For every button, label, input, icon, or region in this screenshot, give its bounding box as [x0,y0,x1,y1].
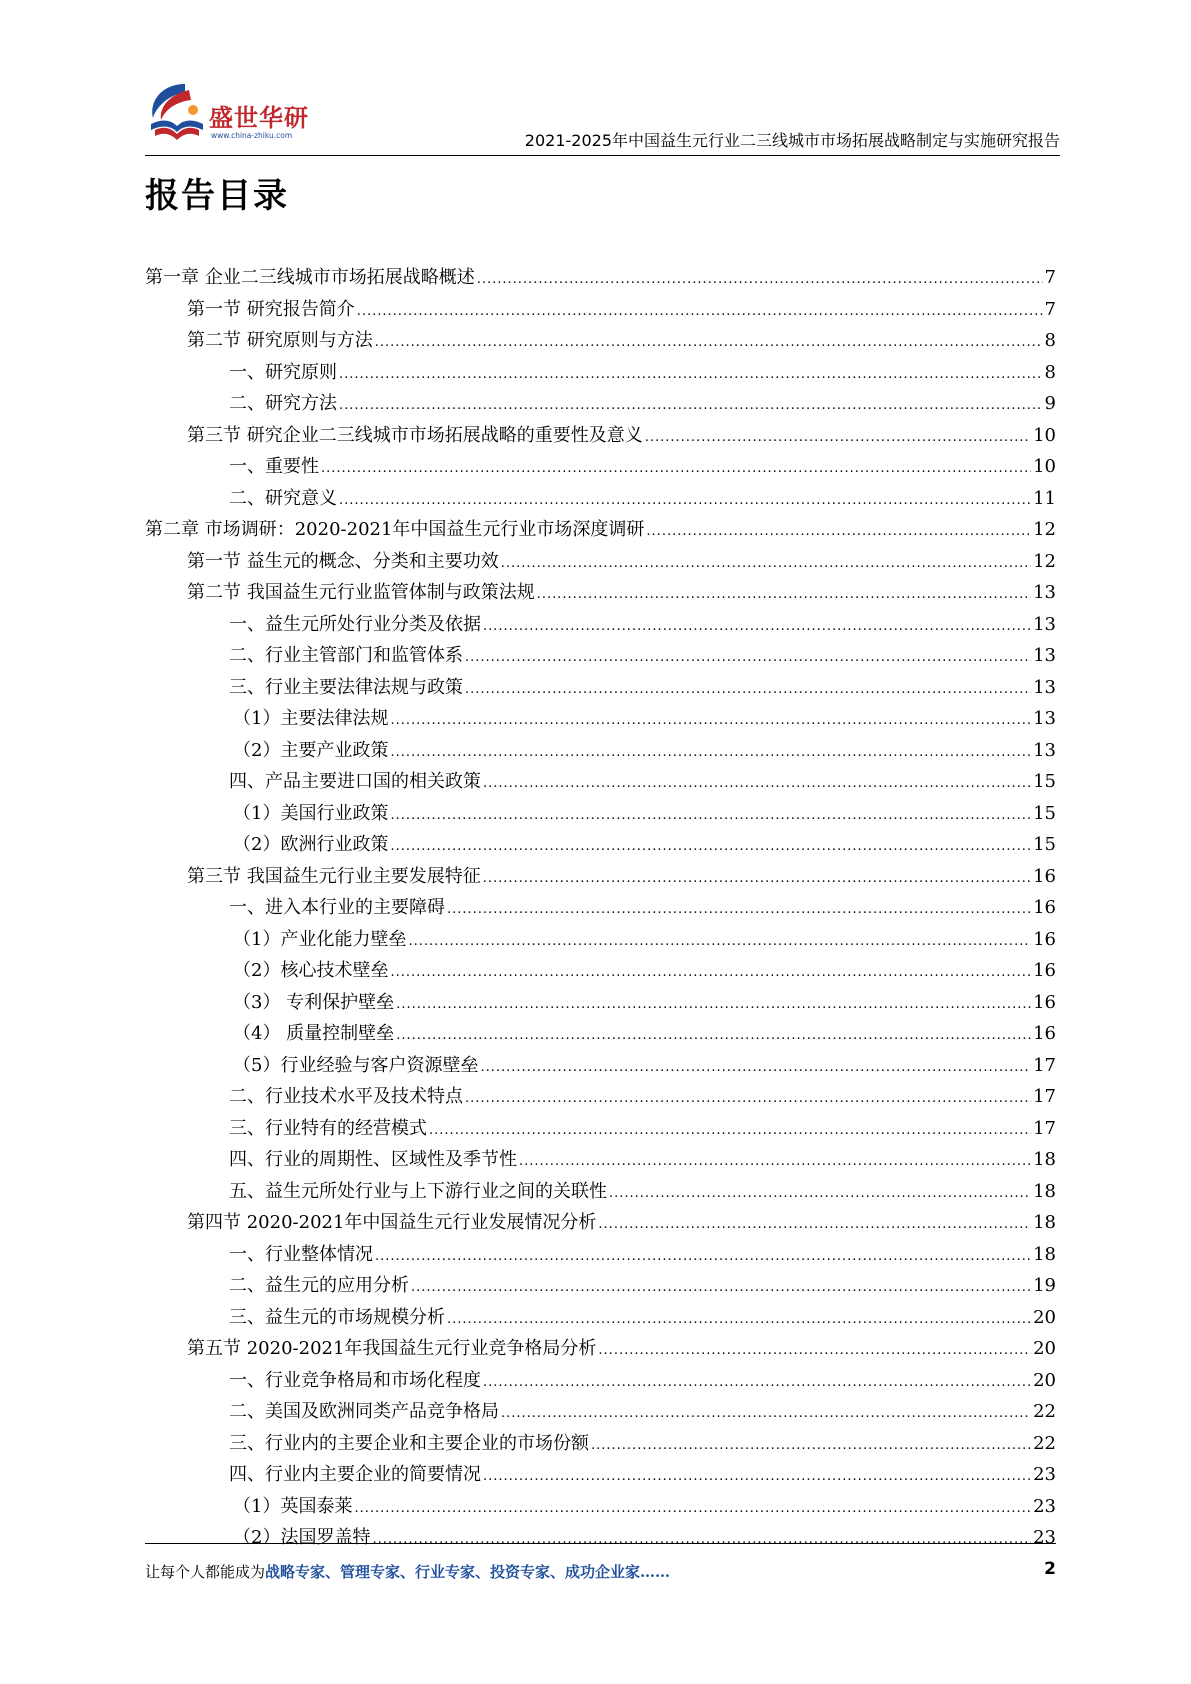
toc-leader-dots [591,1430,1031,1462]
toc-leader-dots [483,863,1031,895]
toc-entry-page: 8 [1044,330,1056,351]
toc-entry-page: 15 [1033,771,1056,792]
toc-entry-page: 17 [1033,1117,1056,1139]
page-header [145,78,1060,158]
toc-leader-dots [465,674,1031,706]
toc-entry-title: （4） 质量控制壁垒 [233,1023,395,1044]
toc-entry-page: 11 [1033,487,1056,509]
toc-entry[interactable] [145,892,1056,924]
toc-entry-title: （2）法国罗盖特 [233,1527,371,1548]
toc-entry[interactable] [145,609,1056,641]
toc-entry[interactable] [145,640,1056,672]
toc-entry[interactable] [145,955,1056,987]
toc-entry-title: 一、研究原则 [229,361,337,383]
toc-entry-title: 四、产品主要进口国的相关政策 [229,771,481,792]
page-footer [145,1543,1056,1593]
toc-entry-page: 15 [1033,802,1056,824]
toc-entry[interactable] [145,1018,1056,1050]
toc-entry[interactable] [145,451,1056,483]
report-title: 2021-2025年中国益生元行业二三线城市市场拓展战略制定与实施研究报告 [524,131,1060,150]
logo-name: 盛世华研 [209,104,309,132]
toc-entry[interactable] [145,1270,1056,1302]
toc-entry[interactable] [145,1050,1056,1082]
toc-entry[interactable] [145,1459,1056,1491]
toc-leader-dots [390,957,1031,989]
toc-entry-title: 第三节 我国益生元行业主要发展特征 [187,865,481,887]
toc-leader-dots [321,453,1031,485]
toc-entry[interactable] [145,703,1056,735]
toc-entry-title: 四、行业内主要企业的简要情况 [229,1464,481,1485]
toc-leader-dots [390,705,1031,737]
toc-entry-title: 第一节 研究报告简介 [187,298,355,320]
toc-leader-dots [483,768,1031,800]
toc-entry-page: 20 [1033,1338,1056,1359]
toc-entry-page: 16 [1033,960,1056,981]
toc-leader-dots [480,1052,1031,1084]
toc-entry-title: （1）美国行业政策 [233,802,389,824]
toc-leader-dots [396,1020,1031,1052]
toc-entry-title: （2）主要产业政策 [233,739,389,761]
toc-entry-page: 9 [1044,393,1056,414]
toc-entry-page: 12 [1033,550,1056,572]
toc-entry[interactable] [145,1365,1056,1397]
toc-entry-page: 18 [1033,1212,1056,1233]
toc-entry-title: 第四节 2020-2021年中国益生元行业发展情况分析 [187,1212,597,1233]
toc-entry-title: 二、美国及欧洲同类产品竞争格局 [229,1401,499,1422]
toc-entry-title: 二、行业技术水平及技术特点 [229,1086,463,1107]
toc-leader-dots [645,422,1031,454]
toc-entry-page: 18 [1033,1149,1056,1170]
toc-entry-title: 第一节 益生元的概念、分类和主要功效 [187,550,499,572]
footer-slogan [145,1561,670,1582]
toc-entry[interactable] [145,1207,1056,1239]
toc-entry[interactable] [145,388,1056,420]
toc-entry[interactable] [145,735,1056,767]
toc-entry-page: 17 [1033,1086,1056,1107]
toc-entry-page: 13 [1033,676,1056,698]
toc-entry-page: 22 [1033,1432,1056,1454]
page-number: 2 [1044,1559,1056,1579]
toc-entry-title: 三、行业特有的经营模式 [229,1117,427,1139]
toc-leader-dots [501,548,1031,580]
toc-entry-title: （1）产业化能力壁垒 [233,928,407,950]
toc-entry[interactable] [145,1428,1056,1460]
toc-entry[interactable] [145,514,1056,546]
toc-leader-dots [447,894,1031,926]
header-divider [145,155,1060,156]
toc-entry[interactable] [145,924,1056,956]
toc-leader-dots [519,1146,1031,1178]
toc-entry[interactable] [145,1396,1056,1428]
toc-entry-title: 第三节 研究企业二三线城市市场拓展战略的重要性及意义 [187,424,643,446]
toc-leader-dots [375,327,1043,359]
toc-entry-page: 16 [1033,865,1056,887]
toc-entry-page: 13 [1033,645,1056,666]
toc-entry[interactable] [145,1239,1056,1271]
page-title: 报告目录 [145,176,289,216]
logo-url: www.china-zhiku.com [211,131,293,140]
toc-leader-dots [465,642,1031,674]
toc-entry-page: 10 [1033,424,1056,446]
toc-leader-dots [598,1335,1031,1367]
toc-entry-page: 23 [1033,1527,1056,1548]
toc-entry[interactable] [145,829,1056,861]
toc-leader-dots [408,926,1031,958]
toc-entry[interactable] [145,798,1056,830]
toc-leader-dots [354,1493,1031,1525]
toc-entry-page: 23 [1033,1495,1056,1517]
toc-entry-page: 13 [1033,708,1056,729]
footer-slogan-highlight: 战略专家、管理专家、行业专家、投资专家、成功企业家…… [265,1563,671,1581]
toc-entry[interactable] [145,325,1056,357]
toc-entry-title: 三、行业内的主要企业和主要企业的市场份额 [229,1432,589,1454]
toc-leader-dots [537,579,1031,611]
toc-entry[interactable] [145,1333,1056,1365]
toc-entry[interactable] [145,357,1056,389]
toc-leader-dots [609,1178,1031,1210]
table-of-contents [145,262,1056,1554]
toc-entry[interactable] [145,1113,1056,1145]
toc-entry[interactable] [145,672,1056,704]
logo-mark-icon [145,80,209,144]
toc-entry-title: 二、益生元的应用分析 [229,1275,409,1296]
footer-slogan-prefix: 让每个人都能成为 [145,1563,266,1581]
toc-entry[interactable] [145,420,1056,452]
toc-entry[interactable] [145,1491,1056,1523]
toc-entry-title: 一、行业整体情况 [229,1243,373,1265]
toc-entry-title: （1）英国泰莱 [233,1495,353,1517]
toc-entry[interactable] [145,861,1056,893]
toc-entry-title: 一、进入本行业的主要障碍 [229,897,445,918]
toc-entry-page: 13 [1033,582,1056,603]
toc-entry[interactable] [145,577,1056,609]
toc-entry[interactable] [145,294,1056,326]
toc-leader-dots [429,1115,1031,1147]
toc-leader-dots [477,264,1043,296]
toc-leader-dots [483,1367,1031,1399]
toc-entry-page: 8 [1044,361,1056,383]
toc-entry[interactable] [145,262,1056,294]
footer-divider [145,1543,1056,1544]
toc-leader-dots [339,359,1043,391]
toc-entry-page: 22 [1033,1401,1056,1422]
toc-entry[interactable] [145,1081,1056,1113]
toc-entry-title: 一、行业竞争格局和市场化程度 [229,1369,481,1391]
toc-entry-title: 第五节 2020-2021年我国益生元行业竞争格局分析 [187,1338,597,1359]
toc-entry-page: 13 [1033,739,1056,761]
toc-leader-dots [501,1398,1031,1430]
toc-entry-page: 10 [1033,456,1056,477]
toc-leader-dots [375,1241,1031,1273]
toc-leader-dots [339,485,1031,517]
toc-entry-title: 三、益生元的市场规模分析 [229,1306,445,1328]
toc-entry-page: 16 [1033,1023,1056,1044]
toc-leader-dots [339,390,1043,422]
toc-entry-page: 16 [1033,991,1056,1013]
company-logo [145,78,325,148]
toc-leader-dots [411,1272,1031,1304]
toc-entry[interactable] [145,987,1056,1019]
toc-entry[interactable] [145,1302,1056,1334]
toc-entry-page: 15 [1033,834,1056,855]
toc-entry-title: 第二节 我国益生元行业监管体制与政策法规 [187,582,535,603]
toc-entry-page: 17 [1033,1054,1056,1076]
toc-entry[interactable] [145,546,1056,578]
toc-entry-title: 二、行业主管部门和监管体系 [229,645,463,666]
toc-entry[interactable] [145,1144,1056,1176]
toc-entry-title: （1）主要法律法规 [233,708,389,729]
toc-entry-title: 二、研究意义 [229,487,337,509]
toc-leader-dots [646,516,1031,548]
toc-entry-title: 五、益生元所处行业与上下游行业之间的关联性 [229,1180,607,1202]
toc-leader-dots [465,1083,1031,1115]
toc-entry-page: 12 [1033,519,1056,540]
toc-leader-dots [447,1304,1031,1336]
toc-entry-page: 16 [1033,928,1056,950]
toc-entry-page: 18 [1033,1243,1056,1265]
toc-entry-page: 16 [1033,897,1056,918]
toc-entry-page: 20 [1033,1369,1056,1391]
toc-entry-title: 三、行业主要法律法规与政策 [229,676,463,698]
toc-entry-page: 13 [1033,613,1056,635]
toc-entry-page: 7 [1044,267,1056,288]
toc-entry-title: 四、行业的周期性、区域性及季节性 [229,1149,517,1170]
toc-entry-title: 第二章 市场调研：2020-2021年中国益生元行业市场深度调研 [145,519,645,540]
toc-entry-title: （2）欧洲行业政策 [233,834,389,855]
toc-leader-dots [390,800,1031,832]
toc-entry[interactable] [145,766,1056,798]
toc-entry-title: （3） 专利保护壁垒 [233,991,395,1013]
toc-leader-dots [598,1209,1031,1241]
toc-entry-page: 23 [1033,1464,1056,1485]
toc-entry-title: 二、研究方法 [229,393,337,414]
toc-leader-dots [483,1461,1031,1493]
toc-entry-page: 18 [1033,1180,1056,1202]
toc-entry-title: 第二节 研究原则与方法 [187,330,373,351]
toc-entry-title: （5）行业经验与客户资源壁垒 [233,1054,479,1076]
toc-entry-title: 第一章 企业二三线城市市场拓展战略概述 [145,267,475,288]
toc-entry[interactable] [145,1176,1056,1208]
toc-entry-title: 一、益生元所处行业分类及依据 [229,613,481,635]
toc-leader-dots [396,989,1031,1021]
toc-leader-dots [483,611,1031,643]
toc-entry-title: 一、重要性 [229,456,319,477]
toc-leader-dots [390,831,1031,863]
toc-leader-dots [357,296,1043,328]
toc-entry-page: 7 [1044,298,1056,320]
toc-entry[interactable] [145,483,1056,515]
toc-entry-page: 19 [1033,1275,1056,1296]
toc-entry-page: 20 [1033,1306,1056,1328]
toc-leader-dots [390,737,1031,769]
toc-entry-title: （2）核心技术壁垒 [233,960,389,981]
